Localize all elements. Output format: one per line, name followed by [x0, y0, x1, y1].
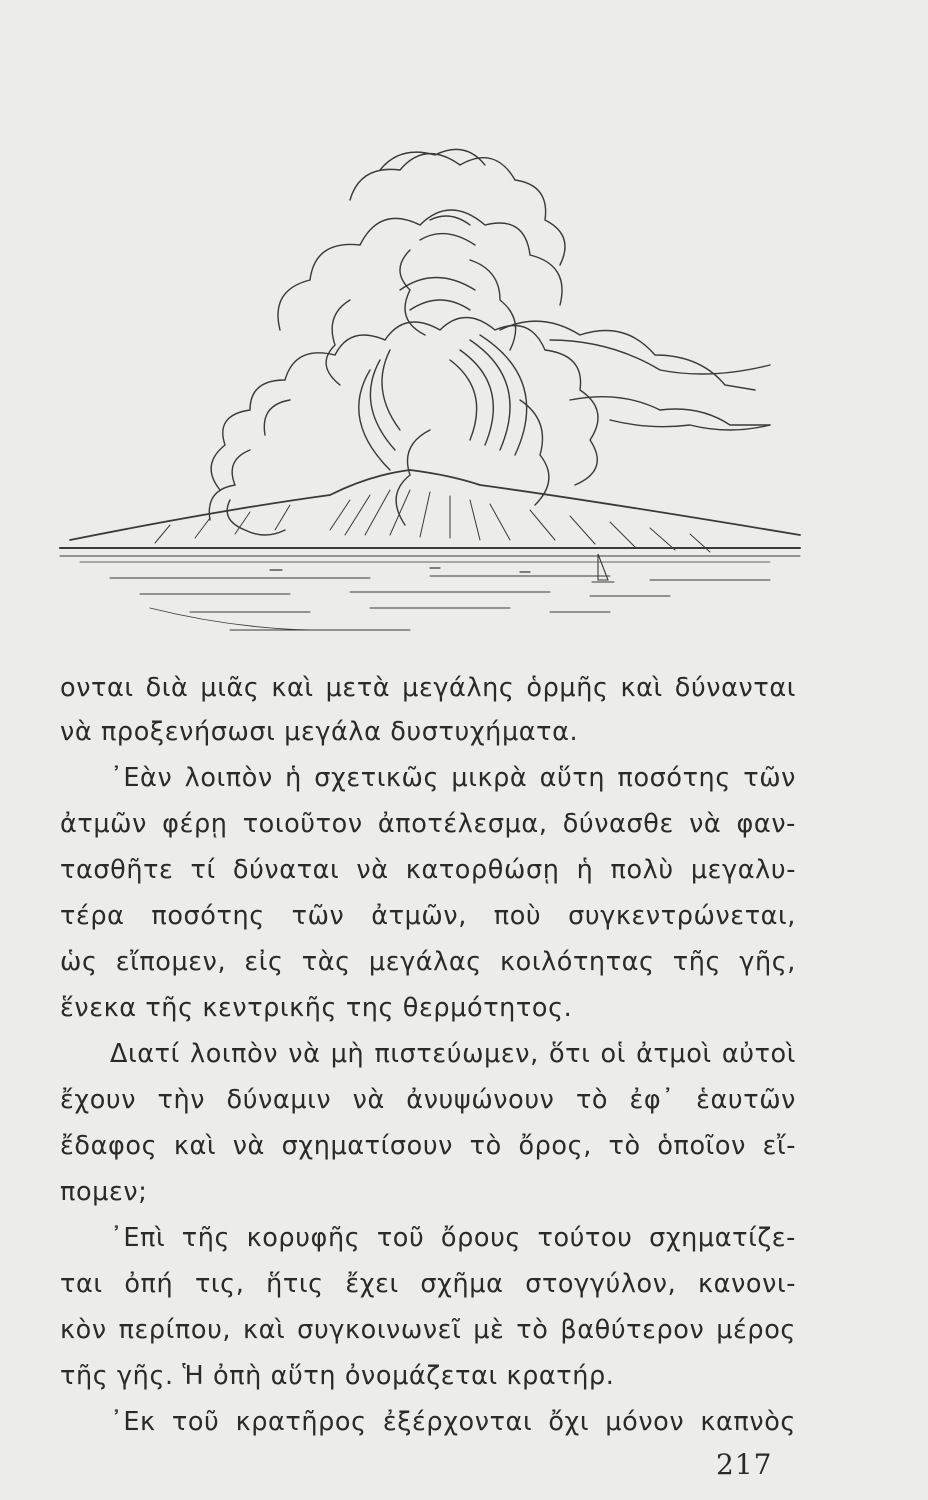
text-line: ἔδαφος καὶ νὰ σχηματίσουν τὸ ὄρος, τὸ ὁποῖον εἴ-: [60, 1131, 796, 1161]
text-line: ᾿Επὶ τῆς κορυφῆς τοῦ ὄρους τούτου σχηματίζε-: [110, 1223, 796, 1253]
text-line: ἔχουν τὴν δύναμιν νὰ ἀνυψώνουν τὸ ἐφ᾿ ἑαυτῶν: [60, 1085, 796, 1115]
page-number: 217: [716, 1448, 773, 1481]
text-line: τασθῆτε τί δύναται νὰ κατορθώσῃ ἡ πολὺ μεγαλυ-: [60, 855, 796, 885]
text-line: Διατί λοιπὸν νὰ μὴ πιστεύωμεν, ὅτι οἱ ἀτμοὶ αὐτοὶ: [110, 1039, 796, 1069]
text-line: ἀτμῶν φέρῃ τοιοῦτον ἀποτέλεσμα, δύνασθε νὰ φαν-: [60, 809, 796, 839]
text-line: πομεν;: [60, 1177, 148, 1207]
text-line: κὸν περίπου, καὶ συγκοινωνεῖ μὲ τὸ βαθύτερον μέρος: [60, 1315, 796, 1345]
volcano-eruption-illustration: [50, 100, 810, 660]
text-line: ονται διὰ μιᾶς καὶ μετὰ μεγάλης ὁρμῆς καὶ δύνανται: [60, 673, 796, 703]
text-line: νὰ προξενήσωσι μεγάλα δυστυχήματα.: [60, 717, 579, 747]
text-line: ᾿Εκ τοῦ κρατῆρος ἐξέρχονται ὄχι μόνον καπνὸς: [110, 1407, 796, 1437]
text-line: ὡς εἴπομεν, εἰς τὰς μεγάλας κοιλότητας τῆς γῆς,: [60, 947, 796, 977]
text-line: ἕνεκα τῆς κεντρικῆς της θερμότητος.: [60, 993, 573, 1023]
text-line: τῆς γῆς. Ἡ ὀπὴ αὕτη ὀνομάζεται κρατήρ.: [60, 1361, 615, 1391]
text-line: ᾿Εὰν λοιπὸν ἡ σχετικῶς μικρὰ αὕτη ποσότης τῶν: [110, 763, 796, 793]
text-line: τέρα ποσότης τῶν ἀτμῶν, ποὺ συγκεντρώνεται,: [60, 901, 796, 931]
text-line: ται ὀπή τις, ἥτις ἔχει σχῆμα στογγύλον, κανονι-: [60, 1269, 796, 1299]
